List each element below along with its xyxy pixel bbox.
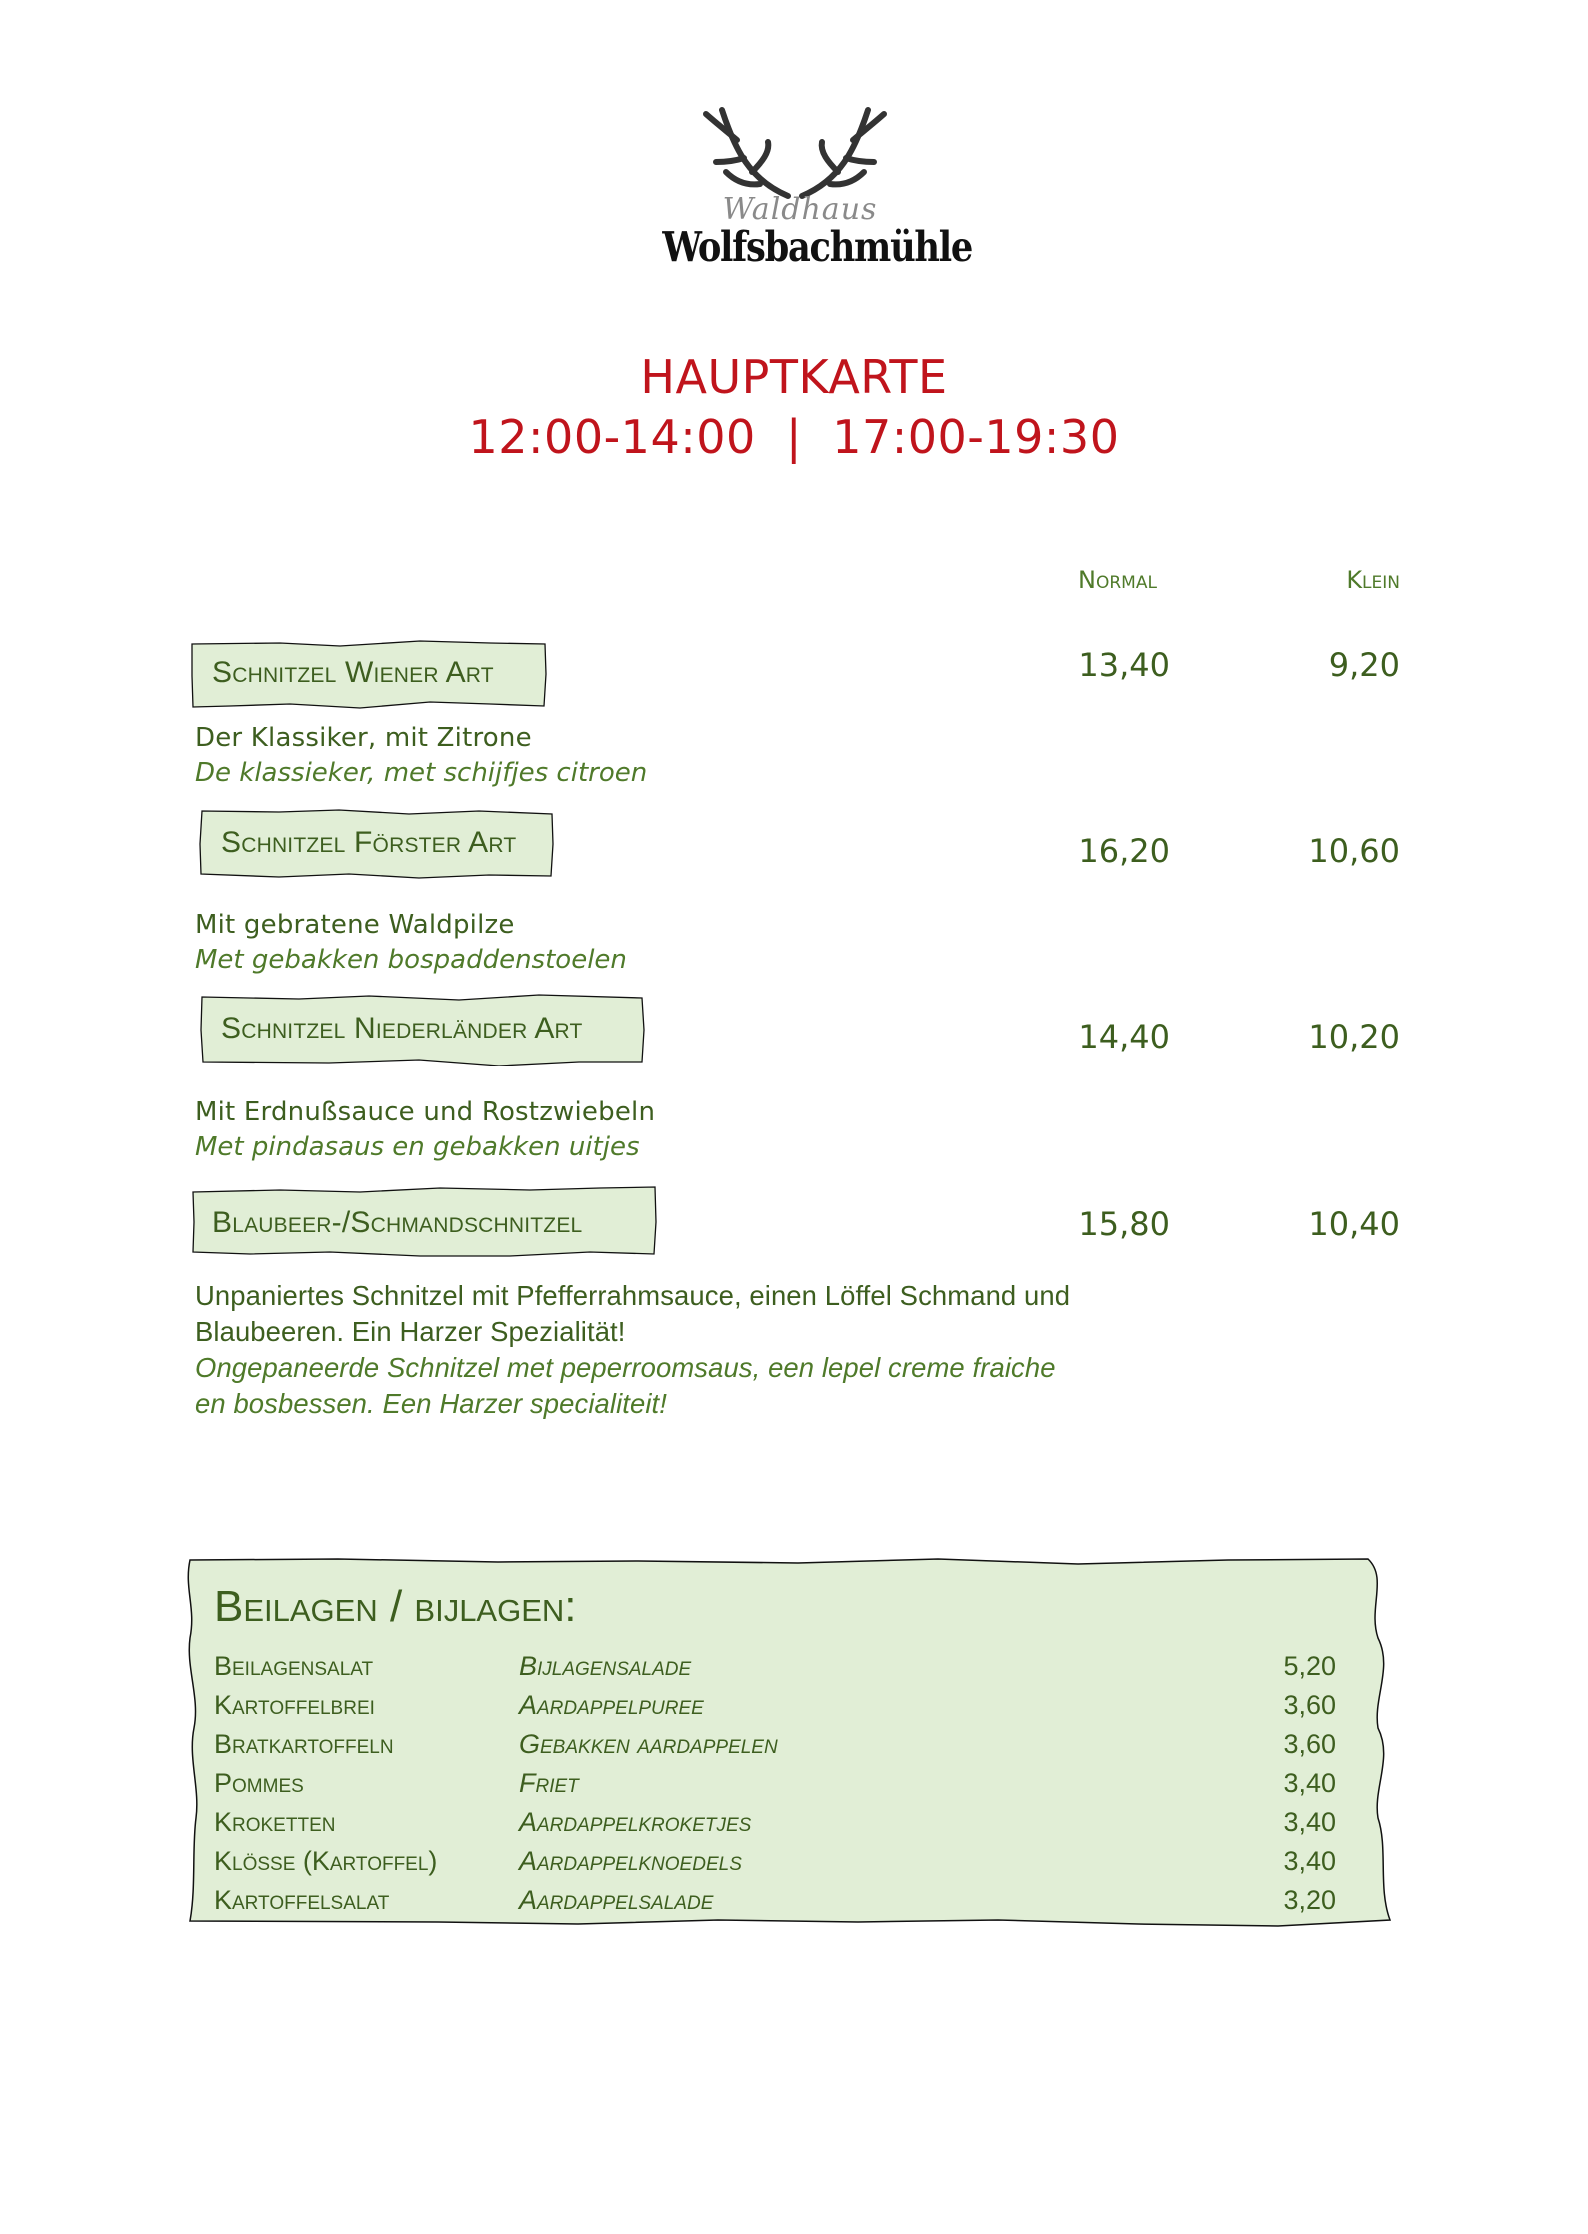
price-klein: 10,40: [1308, 1205, 1400, 1243]
side-dish-row: [214, 1846, 1404, 1884]
side-dish-price: 3,40: [1283, 1768, 1336, 1798]
dish-name: Schnitzel Förster Art: [221, 826, 517, 859]
side-dish-name-de: Kartoffelbrei: [214, 1690, 375, 1720]
side-dish-name-nl: Aardappelpuree: [519, 1690, 704, 1720]
dish-description-de: Unpaniertes Schnitzel mit Pfefferrahmsauce, einen Löffel Schmand und: [195, 1280, 1071, 1311]
side-dish-price: 5,20: [1283, 1651, 1336, 1681]
column-header-normal: Normal: [1078, 566, 1157, 594]
dish-name: Blaubeer-/Schmandschnitzel: [212, 1206, 583, 1239]
side-dish-price: 3,40: [1283, 1846, 1336, 1876]
side-dish-name-nl: Bijlagensalade: [519, 1651, 692, 1681]
antlers-icon: [640, 80, 960, 200]
price-klein: 10,20: [1308, 1018, 1400, 1056]
side-dish-name-de: Kroketten: [214, 1807, 336, 1837]
dish-description-nl: Met gebakken bospaddenstoelen: [195, 945, 627, 975]
side-dish-row: [214, 1690, 1404, 1728]
column-header-klein: Klein: [1346, 566, 1400, 594]
price-normal: 15,80: [1078, 1205, 1170, 1243]
side-dish-row: [214, 1807, 1404, 1845]
side-dish-name-de: Beilagensalat: [214, 1651, 374, 1681]
price-normal: 13,40: [1078, 646, 1170, 684]
dish-description-de: Der Klassiker, mit Zitrone: [195, 723, 532, 753]
dish-description-nl: De klassieker, met schijfjes citroen: [195, 758, 648, 788]
dish-description-nl: Met pindasaus en gebakken uitjes: [195, 1132, 640, 1162]
side-dish-name-de: Klöße (Kartoffel): [214, 1846, 438, 1876]
logo-name-text: Wolfsbachmühle: [662, 223, 973, 271]
dish-description-de: Mit gebratene Waldpilze: [195, 910, 515, 940]
dish-description-de: Mit Erdnußsauce und Rostzwiebeln: [195, 1097, 656, 1127]
dish-label-box: [190, 640, 550, 704]
dish-label-box: [199, 808, 559, 872]
dish-name: Schnitzel Wiener Art: [212, 656, 494, 689]
side-dish-price: 3,60: [1283, 1729, 1336, 1759]
side-dish-row: [214, 1729, 1404, 1767]
side-dish-name-nl: Friet: [519, 1768, 579, 1798]
side-dishes-title: Beilagen / bijlagen:: [214, 1582, 577, 1631]
dish-label-box: [190, 1186, 660, 1250]
price-klein: 9,20: [1328, 646, 1400, 684]
side-dish-name-nl: Aardappelknoedels: [519, 1846, 742, 1876]
side-dish-name-de: Bratkartoffeln: [214, 1729, 394, 1759]
side-dish-price: 3,20: [1283, 1885, 1336, 1915]
side-dish-row: [214, 1885, 1404, 1923]
side-dish-row: [214, 1651, 1404, 1689]
side-dish-name-de: Pommes: [214, 1768, 304, 1798]
price-normal: 14,40: [1078, 1018, 1170, 1056]
price-klein: 10,60: [1308, 832, 1400, 870]
side-dish-name-nl: Aardappelkroketjes: [519, 1807, 752, 1837]
logo: [640, 80, 973, 290]
page-title: HAUPTKARTE: [640, 350, 948, 404]
side-dish-price: 3,40: [1283, 1807, 1336, 1837]
dish-label-box: [199, 994, 649, 1058]
side-dish-name-nl: Gebakken aardappelen: [519, 1729, 778, 1759]
side-dishes-box: [178, 1548, 1433, 1938]
dish-description-nl: Ongepaneerde Schnitzel met peperroomsaus, een lepel creme fraiche: [195, 1352, 1056, 1383]
dish-description-nl: en bosbessen. Een Harzer specialiteit!: [195, 1388, 667, 1419]
price-normal: 16,20: [1078, 832, 1170, 870]
side-dish-price: 3,60: [1283, 1690, 1336, 1720]
dish-name: Schnitzel Niederländer Art: [221, 1012, 583, 1045]
logo-script-text: Waldhaus: [722, 192, 878, 227]
opening-hours: 12:00-14:00 | 17:00-19:30: [468, 410, 1120, 464]
dish-description-de: Blaubeeren. Ein Harzer Spezialität!: [195, 1316, 626, 1347]
side-dish-name-nl: Aardappelsalade: [519, 1885, 714, 1915]
side-dish-row: [214, 1768, 1404, 1806]
side-dish-name-de: Kartoffelsalat: [214, 1885, 390, 1915]
